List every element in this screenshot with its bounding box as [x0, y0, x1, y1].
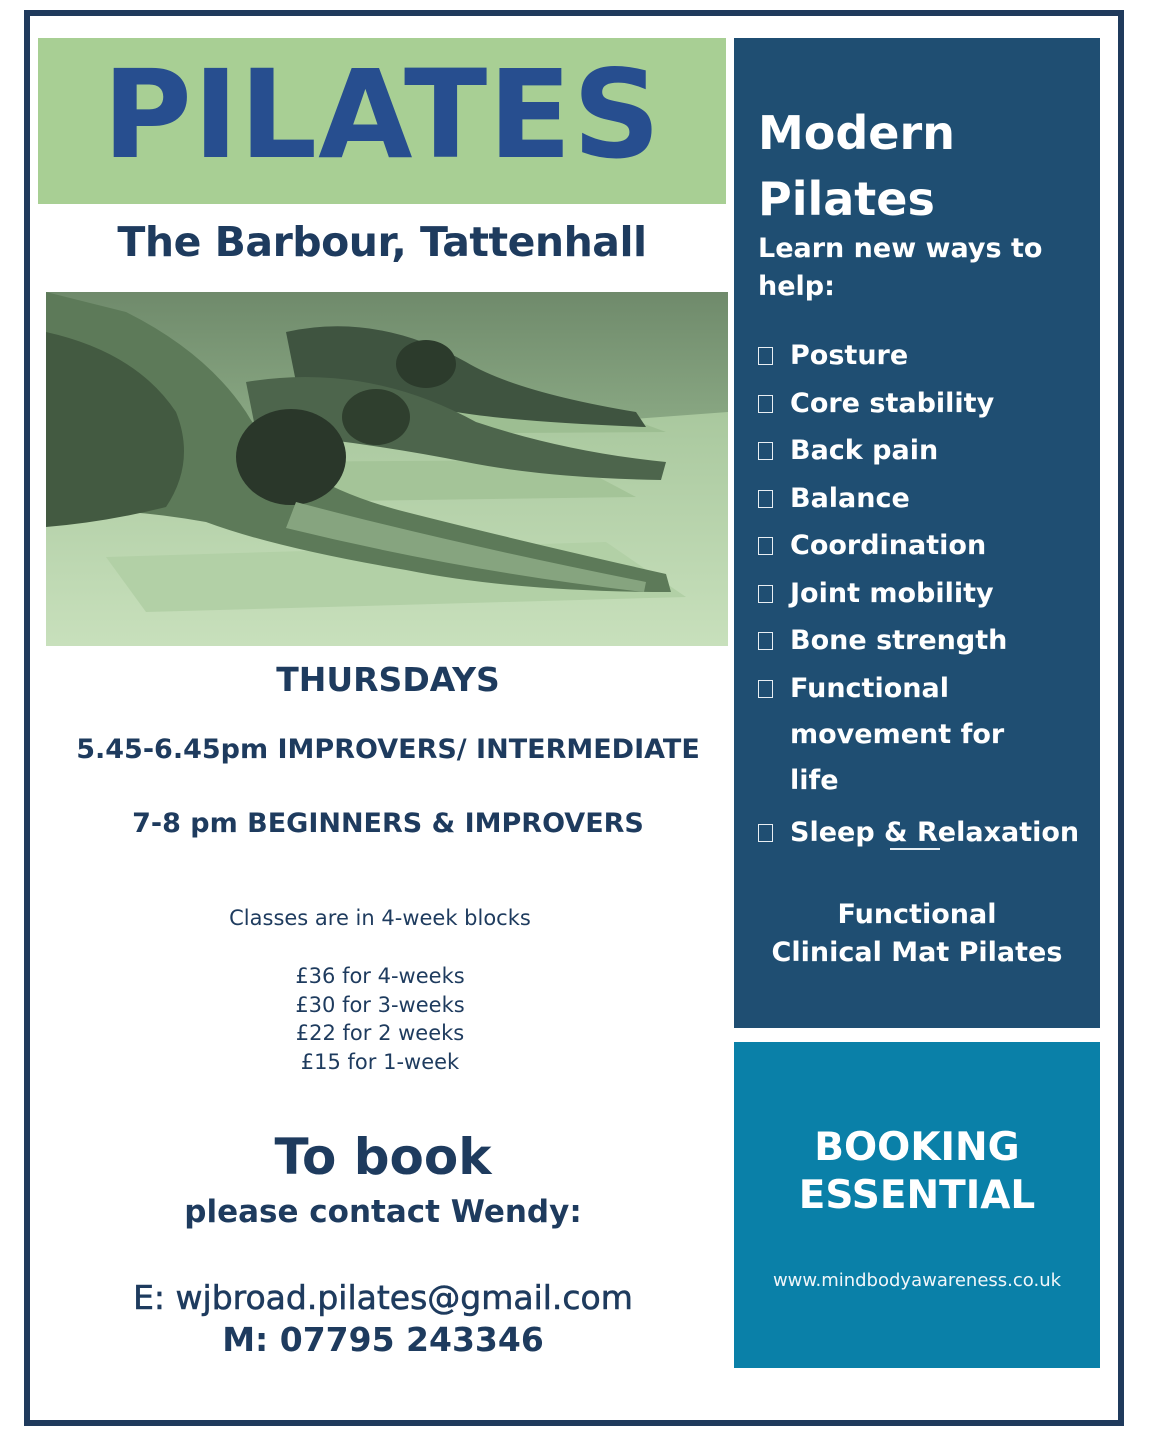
method-label [744, 896, 1090, 972]
benefit-label: Coordination [790, 530, 987, 561]
benefit-label: Joint mobility [790, 577, 994, 609]
title-band [38, 38, 726, 204]
contact-phone[interactable]: M: 07795 243346 [222, 1320, 544, 1359]
method-label-line: Clinical Mat Pilates [771, 937, 1063, 968]
poster-title: PILATES [102, 44, 662, 186]
pilates-class-photo [46, 292, 728, 646]
price-item: £15 for 1-week [300, 1049, 460, 1074]
booking-subheading: please contact Wendy: [184, 1194, 582, 1230]
benefit-item [758, 338, 1098, 374]
contact-email[interactable]: E: wjbroad.pilates@gmail.com [133, 1278, 633, 1317]
benefit-label: Posture [790, 340, 909, 371]
benefit-item [758, 671, 1058, 804]
booking-essential-label [734, 1124, 1100, 1220]
benefit-label: Back pain [790, 435, 939, 466]
benefit-item [758, 623, 1098, 659]
benefit-label: Balance [790, 482, 910, 514]
booking-heading: To book [274, 1128, 492, 1186]
booking-essential-line: BOOKING [814, 1125, 1020, 1170]
benefits-heading-line: Pilates [758, 172, 935, 226]
checkbox-icon [758, 632, 773, 650]
checkbox-icon [758, 824, 773, 842]
price-list [38, 962, 722, 1076]
price-item: £30 for 3-weeks [295, 992, 465, 1017]
checkbox-icon [758, 490, 773, 508]
benefits-intro-line: Learn new ways to [758, 233, 1043, 264]
price-item: £22 for 2 weeks [295, 1021, 465, 1045]
checkbox-icon [758, 585, 773, 603]
benefit-label: Sleep & Relaxation [790, 817, 1080, 848]
checkbox-icon [758, 395, 773, 413]
booking-essential-line: ESSENTIAL [798, 1173, 1036, 1218]
benefit-item [758, 481, 1098, 517]
benefits-heading-line: Modern [758, 106, 955, 160]
method-label-line: Functional [837, 899, 997, 930]
booking-essential-panel [734, 1042, 1100, 1368]
benefits-intro [758, 230, 1088, 306]
benefit-item [758, 386, 1098, 422]
benefits-heading [758, 100, 1088, 232]
checkbox-icon [758, 442, 773, 460]
price-item: £36 for 4-weeks [295, 964, 465, 988]
benefit-label: Functional movement for life [790, 672, 1005, 796]
benefit-label: Core stability [790, 387, 995, 419]
session-time-improvers: 5.45-6.45pm IMPROVERS/ INTERMEDIATE [76, 734, 700, 765]
checkbox-icon [758, 537, 773, 555]
venue-name: The Barbour, Tattenhall [117, 218, 647, 266]
divider [890, 848, 940, 850]
class-day: THURSDAYS [276, 660, 500, 699]
benefits-list [758, 338, 1098, 863]
checkbox-icon [758, 347, 773, 365]
session-time-beginners: 7-8 pm BEGINNERS & IMPROVERS [132, 808, 644, 839]
benefit-item [758, 576, 1098, 612]
benefit-item [758, 528, 1098, 564]
benefit-item [758, 815, 1098, 851]
website-link[interactable]: www.mindbodyawareness.co.uk [772, 1270, 1062, 1291]
benefit-item [758, 433, 1098, 469]
blocks-note: Classes are in 4-week blocks [229, 906, 531, 930]
checkbox-icon [758, 680, 773, 698]
benefits-panel [734, 38, 1100, 1028]
benefits-intro-line: help: [758, 271, 835, 302]
benefit-label: Bone strength [790, 625, 1008, 656]
